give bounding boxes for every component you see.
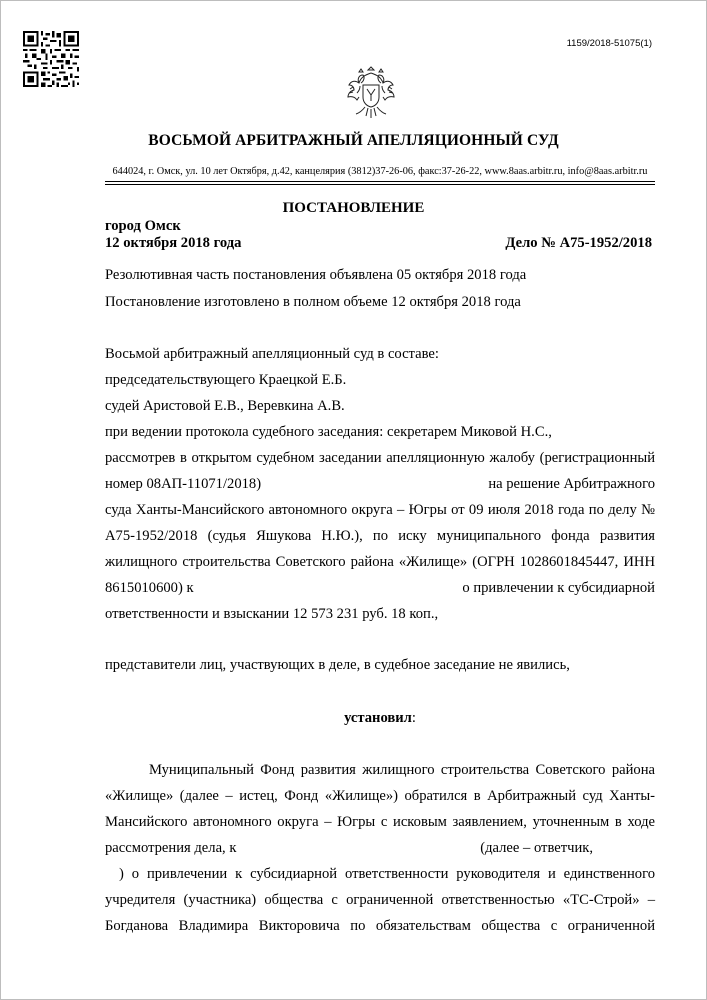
text-line [105,840,655,857]
header-divider [105,184,655,185]
text-line: А75-1952/2018 (судья Яшукова Н.Ю.), по иску муниципального фонда развития [105,528,655,544]
text-line [105,476,655,493]
text-line [105,580,655,597]
city: город Омск [105,218,181,234]
text-line: Муниципальный Фонд развития жилищного строительства Советского района [149,762,655,778]
text-line: судей Аристовой Е.В., Веревкина А.В. [105,398,345,414]
text-fragment: о привлечении к субсидиарной [462,580,655,596]
text-line: Резолютивная часть постановления объявлена 05 октября 2018 года [105,267,527,283]
text-fragment: номер 08АП-11071/2018) [105,476,262,492]
court-address: 644024, г. Омск, ул. 10 лет Октября, д.42, канцелярия (3812)37-26-06, факс:37-26-22, www.8aas.arbitr.ru, info@8aas.arbitr.ru [112,166,648,177]
header-divider [105,181,655,182]
heading-text: установил [344,710,412,726]
court-name: ВОСЬМОЙ АРБИТРАЖНЫЙ АПЕЛЛЯЦИОННЫЙ СУД [148,132,559,149]
text-line: Восьмой арбитражный апелляционный суд в составе: [105,346,439,362]
document-date: 12 октября 2018 года [105,235,242,251]
text-line: ) о привлечении к субсидиарной ответственности руководителя и единственного [119,866,655,882]
coat-of-arms-icon [345,63,397,123]
text-line: Богданова Владимира Викторовича по обязательствам общества с ограниченной [105,918,655,934]
text-fragment: (далее – ответчик, [480,840,593,856]
qr-code-icon [23,31,79,87]
text-line: учредителя (участника) общества с ограниченной ответственностью «ТС-Строй» – [105,892,655,908]
text-line: «Жилище» (далее – истец, Фонд «Жилище») обратился в Арбитражный суд Ханты- [105,788,655,804]
text-line: жилищного строительства Советского района «Жилище» (ОГРН 1028601845447, ИНН [105,554,655,570]
text-line: при ведении протокола судебного заседания: секретарем Миковой Н.С., [105,424,552,440]
text-fragment: рассмотрения дела, к [105,840,237,856]
text-line: Мансийского автономного округа – Югры с исковым заявлением, уточненным в ходе [105,814,655,830]
text-line: представители лиц, участвующих в деле, в судебное заседание не явились, [105,657,570,673]
text-fragment: 8615010600) к [105,580,194,596]
case-number: Дело № А75-1952/2018 [505,235,652,251]
text-line: суда Ханты-Мансийского автономного округа – Югры от 09 июля 2018 года по делу № [105,502,655,518]
document-number: 1159/2018-51075(1) [566,38,652,49]
text-line: рассмотрев в открытом судебном заседании апелляционную жалобу (регистрационный [105,450,655,466]
text-line: Постановление изготовлено в полном объеме 12 октября 2018 года [105,294,521,310]
text-fragment: на решение Арбитражного [488,476,655,492]
heading-colon: : [411,710,416,726]
text-line: председательствующего Краецкой Е.Б. [105,372,347,388]
document-title: ПОСТАНОВЛЕНИЕ [282,200,425,216]
text-line: ответственности и взыскании 12 573 231 руб. 18 коп., [105,606,439,622]
section-heading [105,710,655,727]
